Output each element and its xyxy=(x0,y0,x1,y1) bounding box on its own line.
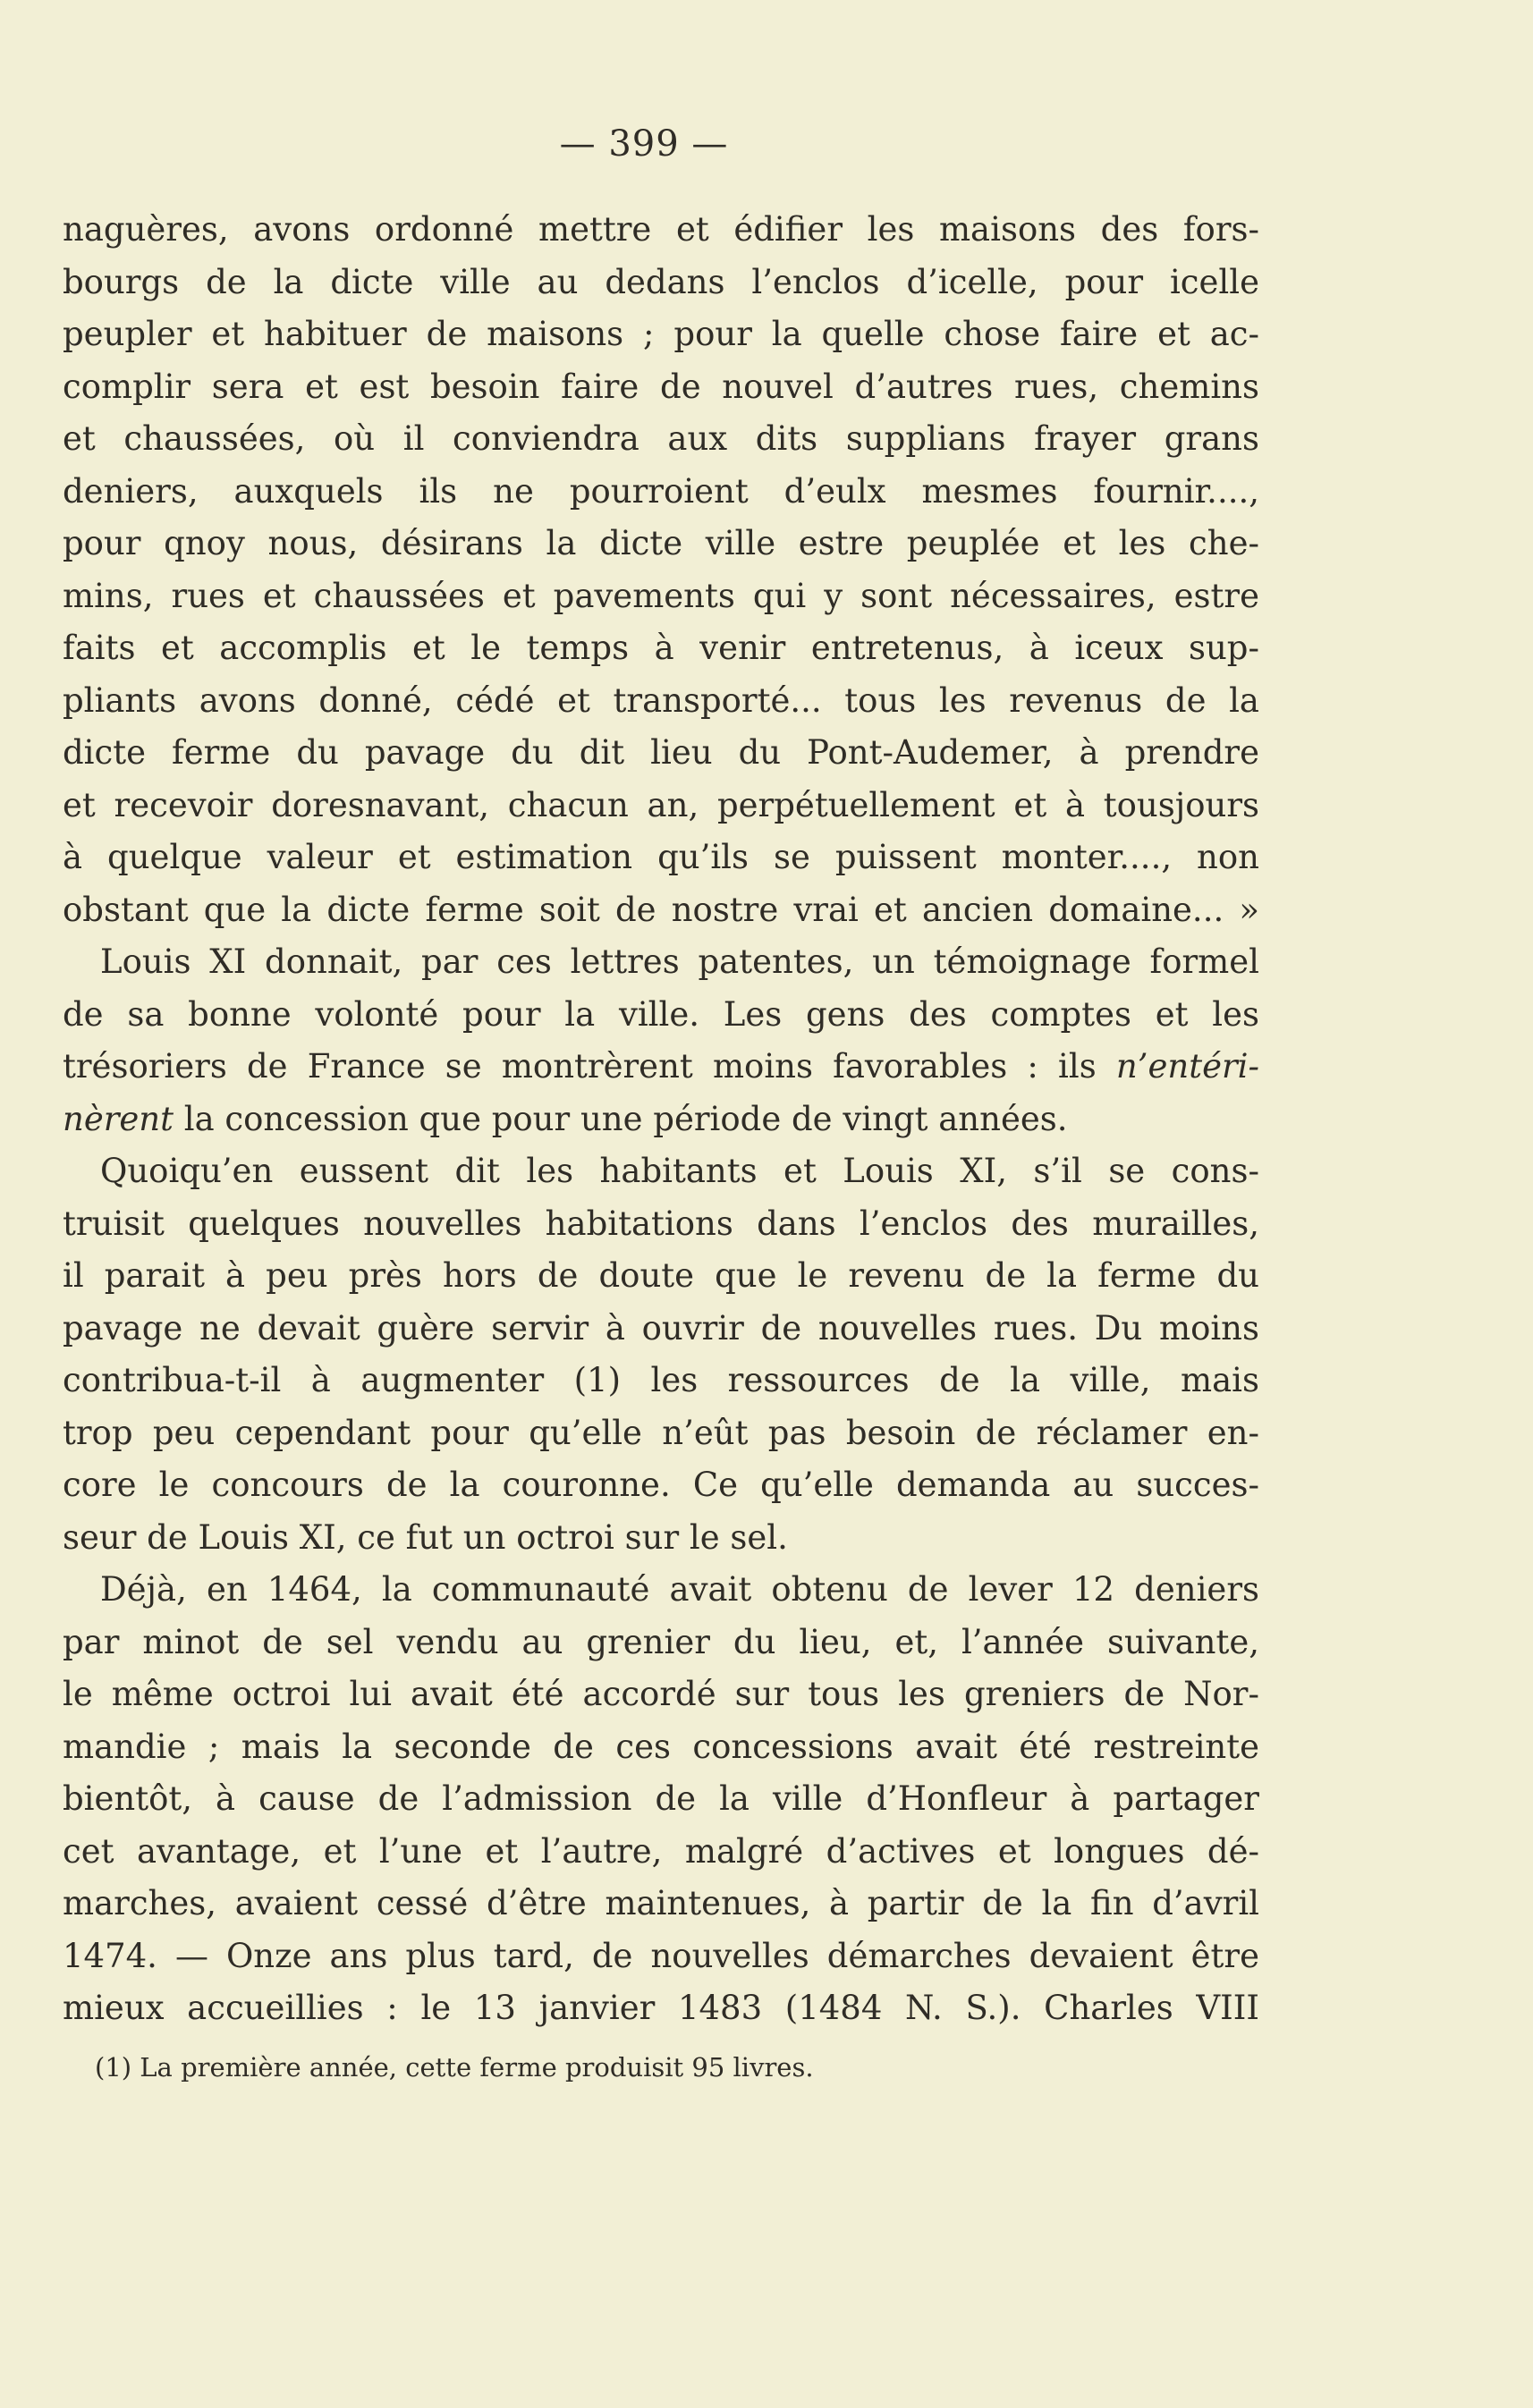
text-line: deniers, auxquels ils ne pourroient d’eulx mesmes fournir...., xyxy=(63,471,1259,511)
text-line: faits et accomplis et le temps à venir entretenus, à iceux sup- xyxy=(63,629,1259,667)
text-line: marches, avaient cessé d’être maintenues, à partir de la fin d’avril xyxy=(63,1884,1259,1922)
text-line: complir sera et est besoin faire de nouvel d’autres rues, chemins xyxy=(63,367,1259,406)
text-line: trop peu cependant pour qu’elle n’eût pas besoin de réclamer en- xyxy=(63,1413,1259,1452)
italic-word: nèrent xyxy=(63,1099,174,1138)
text-line: cet avantage, et l’une et l’autre, malgré d’actives et longues dé- xyxy=(63,1831,1259,1871)
text-line: dicte ferme du pavage du dit lieu du Pont-Audemer, à prendre xyxy=(63,733,1259,772)
text-line: 1474. — Onze ans plus tard, de nouvelles démarches devaient être xyxy=(63,1936,1259,1975)
text-line: bientôt, à cause de l’admission de la ville d’Honfleur à partager xyxy=(63,1779,1259,1818)
italic-word: n’entéri- xyxy=(1115,1047,1259,1086)
text-line: bourgs de la dicte ville au dedans l’enclos d’icelle, pour icelle xyxy=(63,262,1259,301)
footnote: (1) La première année, cette ferme produisit 95 livres. xyxy=(95,2052,814,2083)
text-line: et chaussées, où il conviendra aux dits supplians frayer grans xyxy=(63,419,1259,458)
text-line: de sa bonne volonté pour la ville. Les gens des comptes et les xyxy=(63,994,1259,1034)
text-line: pavage ne devait guère servir à ouvrir de nouvelles rues. Du moins xyxy=(63,1308,1259,1348)
text-line: pour qnoy nous, désirans la dicte ville estre peuplée et les che- xyxy=(63,524,1259,562)
text-line: trésoriers de France se montrèrent moins favorables : ils n’entéri- xyxy=(63,1047,1259,1086)
paragraph-first-line: Quoiqu’en eussent dit les habitants et Louis XI, s’il se cons- xyxy=(100,1152,1259,1190)
text-line: contribua-t-il à augmenter (1) les ressources de la ville, mais xyxy=(63,1361,1259,1399)
text-line: mins, rues et chaussées et pavements qui y sont nécessaires, estre xyxy=(63,576,1259,615)
text-line: par minot de sel vendu au grenier du lieu, et, l’année suivante, xyxy=(63,1622,1259,1661)
text-line: peupler et habituer de maisons ; pour la quelle chose faire et ac- xyxy=(63,315,1259,353)
text-line: mieux accueillies : le 13 janvier 1483 (1484 N. S.). Charles VIII xyxy=(63,1989,1259,2027)
text-line: naguères, avons ordonné mettre et édifier les maisons des fors- xyxy=(63,210,1259,249)
text-line: core le concours de la couronne. Ce qu’elle demanda au succes- xyxy=(63,1466,1259,1504)
paragraph-first-line: Louis XI donnait, par ces lettres patentes, un témoignage formel xyxy=(100,942,1259,981)
paragraph-last-line: seur de Louis XI, ce fut un octroi sur le sel. xyxy=(63,1517,788,1557)
text-line: à quelque valeur et estimation qu’ils se puissent monter...., non xyxy=(63,838,1259,876)
text-line: truisit quelques nouvelles habitations dans l’enclos des murailles, xyxy=(63,1204,1259,1243)
text-line: le même octroi lui avait été accordé sur tous les greniers de Nor- xyxy=(63,1675,1259,1713)
text-line: et recevoir doresnavant, chacun an, perpétuellement et à tousjours xyxy=(63,785,1259,824)
paragraph-first-line: Déjà, en 1464, la communauté avait obtenu de lever 12 deniers xyxy=(100,1570,1259,1609)
text-line: il parait à peu près hors de doute que le revenu de la ferme du xyxy=(63,1256,1259,1295)
body-text xyxy=(63,204,1259,2035)
text-line: pliants avons donné, cédé et transporté... tous les revenus de la xyxy=(63,680,1259,720)
page-number: — 399 — xyxy=(559,123,729,165)
text-line: mandie ; mais la seconde de ces concessions avait été restreinte xyxy=(63,1727,1259,1766)
text-line: obstant que la dicte ferme soit de nostre vrai et ancien domaine... » xyxy=(63,890,1259,929)
paragraph-last-line: nèrent la concession que pour une période de vingt années. xyxy=(63,1099,1068,1138)
